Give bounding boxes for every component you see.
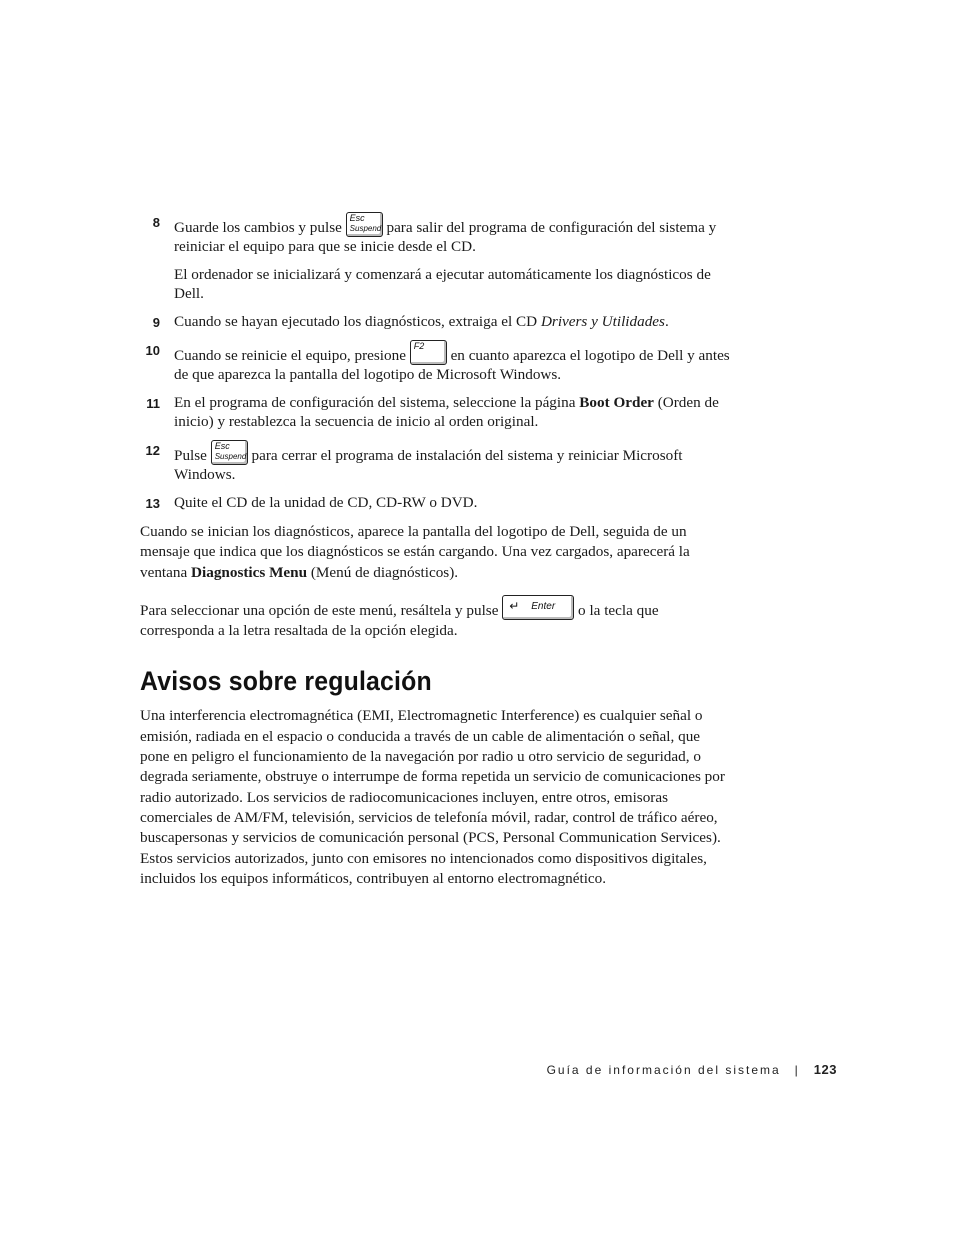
step-9 [140, 312, 730, 331]
step-10 [140, 340, 730, 384]
page-footer [547, 1062, 837, 1077]
esc-key-icon [346, 212, 383, 237]
suspend-key-label: Suspend [349, 224, 382, 233]
step-text-before: Guarde los cambios y pulse [174, 219, 342, 236]
step-text: Quite el CD de la unidad de CD, CD-RW o DVD. [174, 494, 478, 511]
step-text-after: para salir del programa de configuración del sistema y reiniciar el equipo para que se inicie desde el CD. [174, 219, 717, 255]
menu-select-paragraph [140, 595, 730, 642]
step-text-main: Cuando se hayan ejecutado los diagnósticos, extraiga el CD [174, 313, 538, 330]
step-text-after: para cerrar el programa de instalación del sistema y reiniciar Microsoft Windows. [174, 447, 683, 483]
step-text-before: Cuando se reinicie el equipo, presione [174, 347, 406, 364]
step-8 [140, 212, 730, 303]
step-number: 9 [152, 315, 160, 330]
diagnostics-paragraph [140, 522, 730, 583]
step-subtext: El ordenador se inicializará y comenzará a ejecutar automáticamente los diagnósticos de Dell. [174, 266, 711, 302]
step-number: 12 [145, 443, 160, 458]
paragraph-text: Cuando se inician los diagnósticos, aparece la pantalla del logotipo de Dell, seguida de un mensaje que indica que los diagnósticos se están cargando. Una vez cargados, aparecerá la ventana [140, 523, 690, 581]
step-11 [140, 393, 730, 431]
boot-order-label: Boot Order [579, 394, 654, 411]
step-text [174, 312, 730, 331]
esc-key-icon [211, 440, 248, 465]
f2-key-label: F2 [413, 341, 425, 351]
step-text [174, 340, 730, 384]
step-number: 8 [152, 215, 160, 230]
step-text [174, 393, 730, 431]
step-text-after: en cuanto aparezca el logotipo de Dell y antes de que aparezca la pantalla del logotipo de Microsoft Windows. [174, 347, 730, 383]
page-content [140, 212, 730, 901]
step-12 [140, 440, 730, 484]
enter-arrow-icon: ↵ [509, 598, 520, 613]
paragraph-text-end: (Menú de diagnósticos). [310, 563, 459, 581]
enter-key-label: Enter [531, 600, 556, 612]
step-text-end: . [664, 313, 669, 330]
diagnostics-menu-label: Diagnostics Menu [191, 563, 308, 581]
cd-title: Drivers y Utilidades [540, 313, 665, 330]
step-text-before: Pulse [174, 447, 207, 464]
step-13 [140, 493, 730, 512]
page-number: 123 [813, 1062, 837, 1077]
paragraph-text: Para seleccionar una opción de este menú, resáltela y pulse [140, 601, 499, 619]
step-text [174, 212, 730, 256]
footer-title: Guía de información del sistema [546, 1062, 781, 1077]
esc-key-label: Esc [214, 441, 230, 451]
step-number: 11 [146, 396, 160, 411]
step-text-main: En el programa de configuración del sistema, seleccione la página [174, 394, 576, 411]
paragraph-text-end: o la tecla que corresponda a la letra resaltada de la opción elegida. [140, 601, 659, 640]
step-text [174, 440, 730, 484]
emi-paragraph: Una interferencia electromagnética (EMI, Electromagnetic Interference) es cualquier señal o emisión, radiada en el espacio o conducida a través de un cable de alimentación o señal, que pone en peligro el funcionamiento de la navegación por radio u otro servicio de seguridad, o degrada seriamente, obstruye o interrumpe de forma repetida un servicio de comunicaciones por radio autorizado. Los servicios de radiocomunicaciones incluyen, entre otros, emisoras comerciales de AM/FM, televisión, servicios de telefonía móvil, radar, control de tráfico aéreo, buscapersonas y servicios de comunicación personal (PCS, Personal Communication Services). Estos servicios autorizados, junto con emisores no intencionados como dispositivos digitales, incluidos los equipos informáticos, contribuyen al entorno electromagnético. [140, 707, 725, 887]
f2-key-icon [410, 340, 447, 365]
esc-key-label: Esc [349, 213, 365, 223]
step-number: 13 [145, 496, 160, 511]
enter-key-icon [502, 595, 574, 620]
step-text-end: (Orden de inicio) y restablezca la secuencia de inicio al orden original. [174, 394, 719, 430]
footer-separator: | [794, 1062, 800, 1077]
step-number: 10 [145, 343, 160, 358]
section-heading: Avisos sobre regulación [140, 666, 432, 697]
suspend-key-label: Suspend [214, 452, 247, 461]
